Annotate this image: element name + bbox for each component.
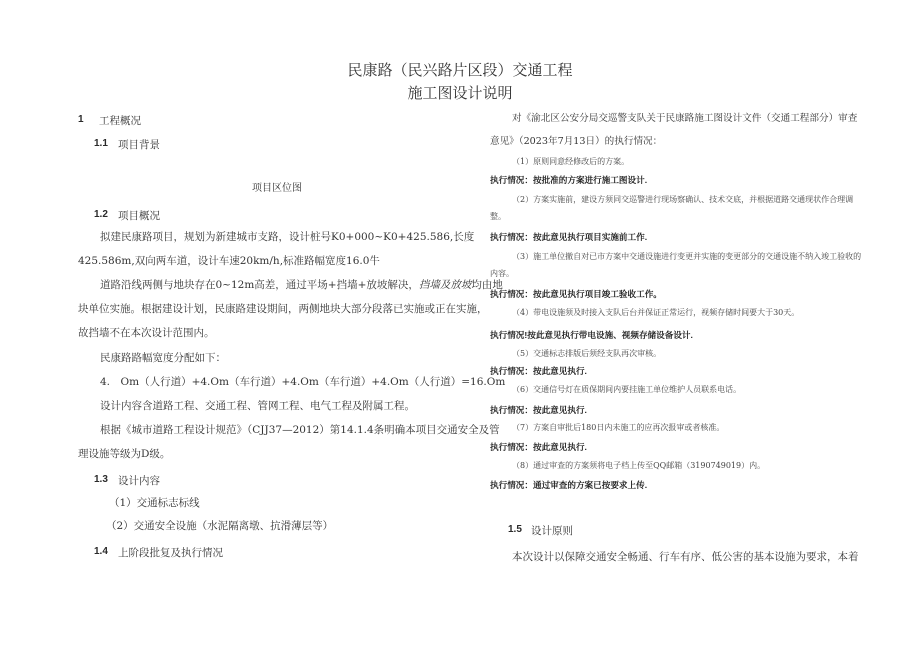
section-1-1-number: 1.1 — [94, 138, 108, 149]
review-item-5: （5）交通标志排版后须经支队再次审核。 — [512, 349, 662, 358]
paragraph-1-line-1: 拟建民康路项目，规划为新建城市支路，设计桩号K0+000~K0+425.586,长度 — [100, 231, 475, 243]
review-item-4: （4）带电设施须及时接入支队后台并保证正常运行，视频存储时间要大于30天。 — [512, 308, 800, 317]
doc-title-line1: 民康路（民兴路片区段）交通工程 — [347, 61, 573, 79]
execution-6: 执行情况：按此意见执行. — [490, 405, 587, 415]
paragraph-3: 民康路路幅宽度分配如下： — [100, 352, 226, 364]
execution-2: 执行情况：按此意见执行项目实施前工作. — [490, 232, 648, 242]
review-item-1: （1）原则同意经修改后的方案。 — [512, 157, 630, 166]
paragraph-5: 设计内容含道路工程、交通工程、管网工程、电气工程及附属工程。 — [100, 400, 415, 412]
paragraph-2-line-3: 故挡墙不在本次设计范围内。 — [78, 327, 215, 339]
review-item-7: （7）方案自审批后180日内未施工的应再次报审或者核准。 — [512, 423, 725, 432]
section-1-number: 1 — [78, 114, 84, 125]
design-item-2: （2）交通安全设施（水泥隔离墩、抗滑薄层等） — [106, 520, 334, 532]
paragraph-6-line-2: 理设施等级为D级。 — [78, 448, 171, 460]
execution-3: 执行情况：按此意见执行项目竣工验收工作。 — [490, 289, 662, 299]
paragraph-1-line-2: 425.586m,双向两车道，设计车速20km/h,标准路幅宽度16.0牛 — [78, 255, 380, 267]
section-1-2-title: 项目概况 — [118, 210, 160, 222]
execution-4: 执行情况!按此意见执行带电设施、视频存储设备设计. — [490, 330, 693, 340]
review-item-3-line-2: 内容。 — [490, 269, 514, 278]
execution-1: 执行情况：按批准的方案进行施工图设计. — [490, 175, 648, 185]
section-1-4-number: 1.4 — [94, 546, 108, 557]
review-item-6: （6）交通信号灯在质保期间内要挂施工单位维护人员联系电话。 — [512, 385, 742, 394]
paragraph-2-line-2: 块单位实施。根据建设计划，民康路建设期间，两侧地块大部分段落已实施或正在实施， — [78, 303, 488, 315]
paragraph-4-width-formula: 4. Om（人行道）+4.Om（车行道）+4.Om（车行道）+4.Om（人行道）=16.Om — [100, 376, 506, 388]
section-1-title: 工程概况 — [99, 115, 141, 127]
review-item-2-line-2: 整。 — [490, 212, 506, 221]
section-1-2-number: 1.2 — [94, 209, 108, 220]
review-item-8: （8）通过审查的方案须将电子档上传至QQ邮箱（3190749019）内。 — [512, 461, 766, 470]
section-1-3-title: 设计内容 — [118, 475, 160, 487]
figure-caption: 项目区位图 — [252, 183, 302, 194]
execution-5: 执行情况：按此意见执行. — [490, 366, 587, 376]
section-1-5-title: 设计原则 — [531, 525, 573, 537]
doc-title-line2: 施工图设计说明 — [407, 84, 513, 102]
review-intro-line-2: 意见》（2023年7月13日）的执行情况： — [490, 136, 663, 147]
paragraph-6-line-1: 根据《城市道路工程设计规范》（CJJ37—2012）第14.1.4条明确本项目交通安全及管 — [100, 424, 500, 436]
design-item-1: （1）交通标志标线 — [109, 497, 200, 509]
review-item-3-line-1: （3）施工单位撤自对已市方案中交通设施进行变更并实施的变更部分的交通设施不纳入竣工验收的 — [512, 252, 862, 261]
section-1-3-number: 1.3 — [94, 474, 108, 485]
emphasis-retaining-wall: 挡墙及放坡 — [418, 279, 472, 291]
design-principle-line-1: 本次设计以保障交通安全畅通、行车有序、低公害的基本设施为要求，本着 — [512, 551, 859, 563]
section-1-4-title: 上阶段批复及执行情况 — [118, 547, 223, 559]
paragraph-2-line-1: 道路沿线两侧与地块存在0~12m高差，通过平场+挡墙+放坡解决，挡墙及放坡均由地 — [100, 279, 503, 291]
section-1-5-number: 1.5 — [508, 524, 522, 535]
execution-8: 执行情况：通过审查的方案已按要求上传. — [490, 480, 648, 490]
section-1-1-title: 项目背景 — [118, 139, 160, 151]
review-intro-line-1: 对《渝北区公安分局交巡警支队关于民康路施工图设计文件（交通工程部分）审查 — [512, 113, 858, 124]
execution-7: 执行情况：按此意见执行. — [490, 442, 587, 452]
review-item-2-line-1: （2）方案实施前，建设方须同交巡警进行现场察确认、技术交底，并根据道路交通现状作合理调 — [512, 195, 854, 204]
